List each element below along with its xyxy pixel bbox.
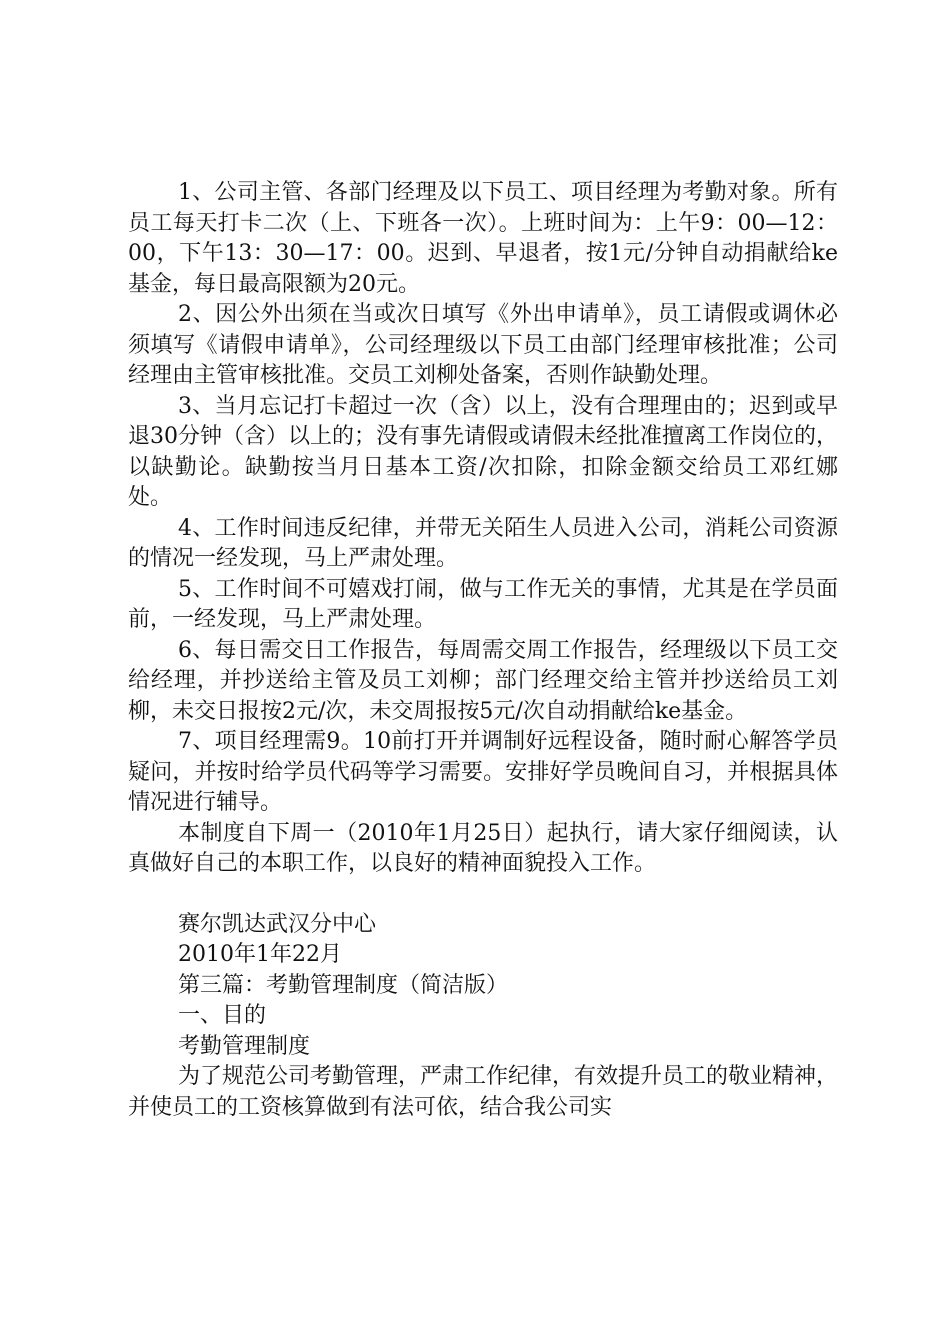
paragraph-effective-date: 本制度自下周一（2010年1月25日）起执行，请大家仔细阅读，认真做好自己的本职工作，以良好的精神面貌投入工作。 (128, 820, 838, 876)
paragraph-7: 7、项目经理需9。10前打开并调制好远程设备，随时耐心解答学员疑问，并按时给学员代码等学习需要。安排好学员晚间自习，并根据具体情况进行辅导。 (128, 729, 838, 815)
paragraph-1: 1、公司主管、各部门经理及以下员工、项目经理为考勤对象。所有员工每天打卡二次（上、下班各一次）。上班时间为：上午9：00—12：00，下午13：30—17：00。迟到、早退者，按1元/分钟自动捐献给ke基金，每日最高限额为20元。 (128, 180, 838, 297)
signature-org: 赛尔凯达武汉分中心 (178, 911, 377, 937)
paragraph-5: 5、工作时间不可嬉戏打闹，做与工作无关的事情，尤其是在学员面前，一经发现，马上严肃处理。 (128, 576, 838, 632)
paragraph-2: 2、因公外出须在当或次日填写《外出申请单》，员工请假或调休必须填写《请假申请单》，公司经理级以下员工由部门经理审核批准；公司经理由主管审核批准。交员工刘柳处备案，否则作缺勤处理。 (128, 302, 838, 388)
section-heading: 考勤管理制度 (178, 1033, 311, 1059)
blank-line (128, 880, 838, 910)
section-subtitle: 一、目的 (178, 1003, 267, 1028)
document-page (128, 178, 838, 1123)
section-title: 第三篇：考勤管理制度（简洁版） (178, 972, 509, 998)
paragraph-3: 3、当月忘记打卡超过一次（含）以上，没有合理理由的；迟到或早退30分钟（含）以上的；没有事先请假或请假未经批准擅离工作岗位的，以缺勤论。缺勤按当月日基本工资/次扣除，扣除金额交给员工邓红娜处。 (128, 393, 838, 510)
paragraph-4: 4、工作时间违反纪律，并带无关陌生人员进入公司，消耗公司资源的情况一经发现，马上严肃处理。 (128, 515, 838, 571)
section-intro: 为了规范公司考勤管理，严肃工作纪律，有效提升员工的敬业精神，并使员工的工资核算做到有法可依，结合我公司实 (128, 1064, 839, 1120)
paragraph-6: 6、每日需交日工作报告，每周需交周工作报告，经理级以下员工交给经理，并抄送给主管及员工刘柳；部门经理交给主管并抄送给员工刘柳，未交日报按2元/次，未交周报按5元/次自动捐献给ke基金。 (128, 637, 838, 724)
signature-date: 2010年1年22月 (178, 942, 342, 967)
